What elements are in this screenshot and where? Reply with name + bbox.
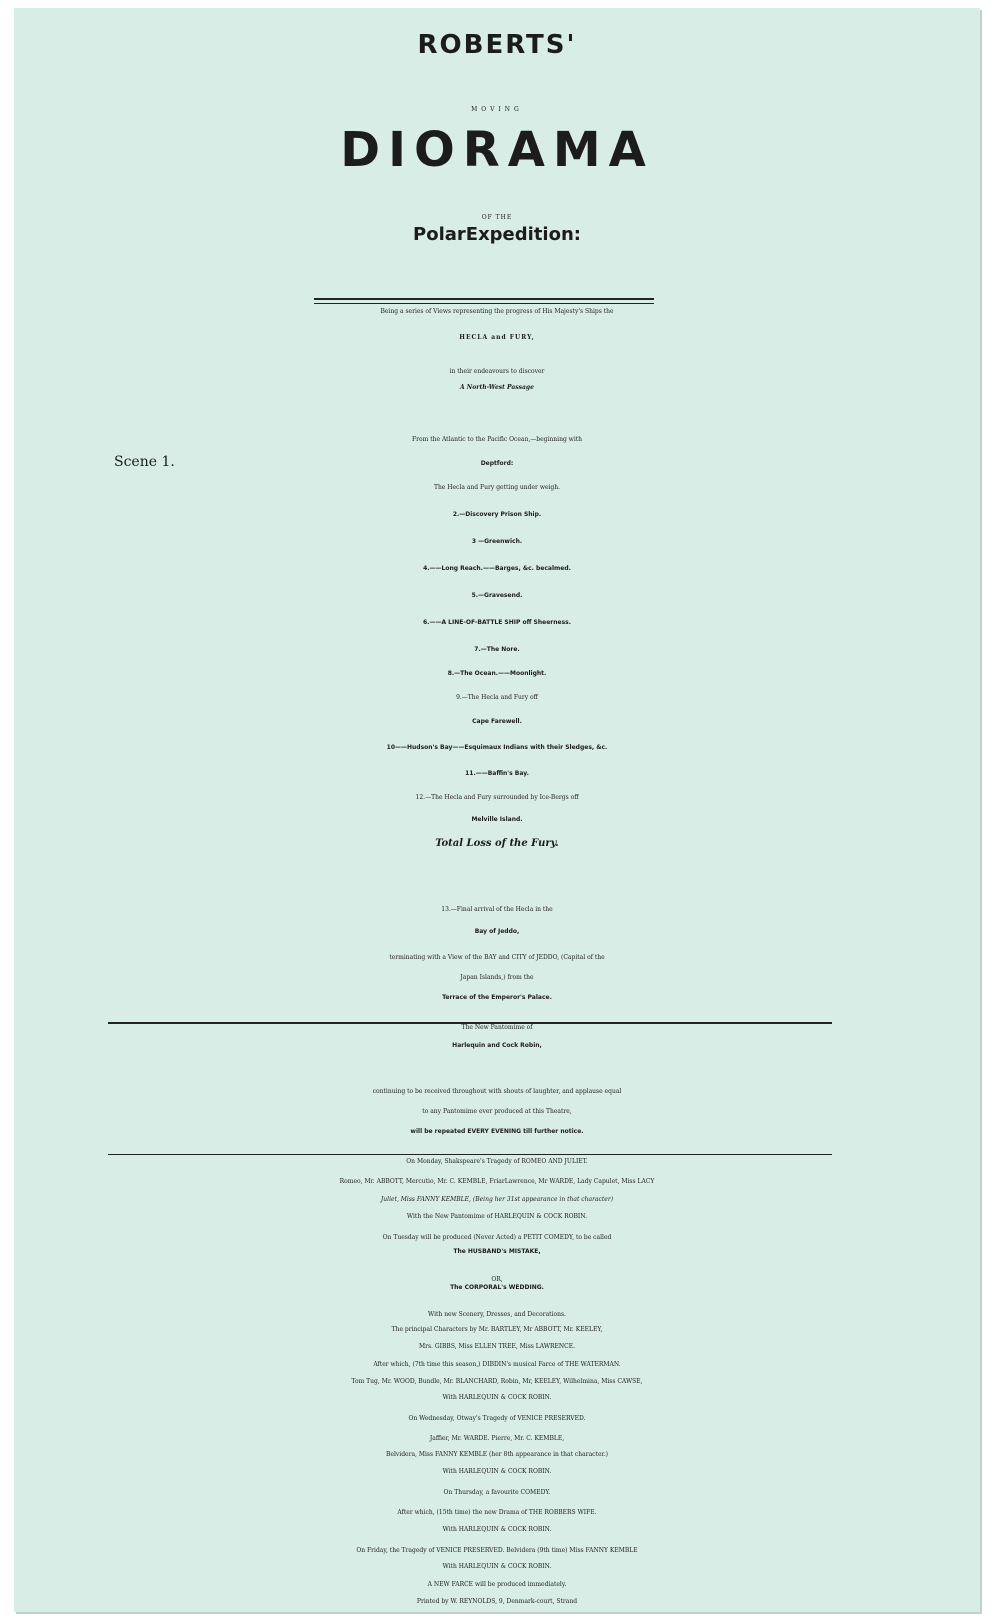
title-diorama: DIORAMA <box>340 122 654 178</box>
moving-label: MOVING <box>471 106 523 113</box>
scene-item: 5.—Gravesend. <box>471 592 523 599</box>
scene-item: 10——Hudson's Bay——Esquimaux Indians with their Sledges, &c. <box>386 744 608 751</box>
week-line: Romeo, Mr. ABBOTT, Mercutio, Mr. C. KEMBLE, FriarLawrence, Mr WARDE, Lady Capulet, Miss LACY <box>339 1178 655 1185</box>
week-line: Juliet, Miss FANNY KEMBLE, (Being her 31st appearance in that character) <box>380 1196 614 1203</box>
of-the-label: OF THE <box>481 214 513 221</box>
week-line: On Monday, Shakspeare's Tragedy of ROMEO AND JULIET. <box>406 1158 588 1165</box>
scene-item: Deptford: <box>480 460 514 467</box>
scene-item: 12.—The Hecla and Fury surrounded by Ice-Bergs off <box>415 794 579 801</box>
section-rule-2 <box>108 1154 832 1155</box>
week-line: On Thursday, a favourite COMEDY. <box>443 1489 551 1496</box>
finale-line: Japan Islands,) from the <box>460 974 534 981</box>
scene-item: 2.—Discovery Prison Ship. <box>452 511 542 518</box>
playbill-sheet <box>14 8 980 1612</box>
scene-item: 7.—The Nore. <box>474 646 520 653</box>
week-line: Tom Tug, Mr. WOOD, Bundle, Mr. BLANCHARD, Robin, Mr, KEELEY, Wilhelmina, Miss CAWSE, <box>351 1378 643 1385</box>
week-line: The principal Characters by Mr. BARTLEY, Mr ABBOTT, Mr. KEELEY, <box>391 1326 603 1333</box>
week-line: With HARLEQUIN & COCK ROBIN. <box>442 1468 552 1475</box>
scene-item: 8.—The Ocean.——Moonlight. <box>447 670 547 677</box>
scene-label: Scene 1. <box>114 454 175 470</box>
pantomime-repeat: will be repeated EVERY EVENING till further notice. <box>410 1128 584 1135</box>
week-line: Jaffier, Mr. WARDE. Pierre, Mr. C. KEMBLE, <box>429 1435 565 1442</box>
week-line: With the New Pantomime of HARLEQUIN & COCK ROBIN. <box>406 1213 588 1220</box>
pantomime-intro: The New Pantomime of <box>461 1024 533 1031</box>
title-polar-expedition: PolarExpedition: <box>413 224 581 245</box>
finale-line: 13.—Final arrival of the Hecla in the <box>441 906 553 913</box>
scene-item: 11.——Baffin's Bay. <box>465 770 529 777</box>
terrace-heading: Terrace of the Emperor's Palace. <box>442 994 552 1001</box>
week-line: After which, (15th time) the new Drama of THE ROBBERS WIFE. <box>397 1509 597 1516</box>
week-line: On Tuesday will be produced (Never Acted) a PETIT COMEDY, to be called <box>382 1234 612 1241</box>
week-line: Mrs. GIBBS, Miss ELLEN TREE, Miss LAWRENCE. <box>418 1343 576 1350</box>
week-line: After which, (7th time this season,) DIBDIN's musical Farce of THE WATERMAN. <box>373 1361 621 1368</box>
intro-line: Being a series of Views representing the progress of His Majesty's Ships the <box>380 308 614 315</box>
total-loss-heading: Total Loss of the Fury. <box>435 838 559 849</box>
pantomime-line: to any Pantomime ever produced at this Theatre, <box>422 1108 572 1115</box>
title-roberts: ROBERTS' <box>417 30 577 60</box>
pantomime-title: Harlequin and Cock Robin, <box>452 1042 542 1049</box>
north-west-passage: A North-West Passage <box>460 384 534 391</box>
week-line: A NEW FARCE will be produced immediately. <box>427 1581 567 1588</box>
week-line: With HARLEQUIN & COCK ROBIN. <box>442 1394 552 1401</box>
printer-imprint: Printed by W. REYNOLDS, 9, Denmark-court, Strand <box>416 1598 578 1605</box>
header-rule <box>314 298 654 300</box>
week-line: On Wednesday, Otway's Tragedy of VENICE PRESERVED. <box>408 1415 586 1422</box>
finale-line: terminating with a View of the BAY and CITY of JEDDO, (Capital of the <box>389 954 605 961</box>
scene-item: 6.——A LINE-OF-BATTLE SHIP off Sheerness. <box>422 619 572 626</box>
intro-line-2: in their endeavours to discover <box>449 368 545 375</box>
week-line: The CORPORAL's WEDDING. <box>450 1284 544 1291</box>
scene-item: Melville Island. <box>471 816 523 823</box>
pantomime-line: continuing to be received throughout with shouts of laughter, and applause equal <box>372 1088 622 1095</box>
week-line: OR, <box>491 1276 503 1283</box>
header-rule-thin <box>314 303 654 304</box>
scene-item: Cape Farewell. <box>472 718 522 725</box>
week-line: Belvidera, Miss FANNY KEMBLE (her 8th appearance in that character.) <box>386 1451 608 1458</box>
week-line: On Friday, the Tragedy of VENICE PRESERVED. Belvidera (9th time) Miss FANNY KEMBLE <box>356 1547 638 1554</box>
scene-item: 4.——Long Reach.——Barges, &c. becalmed. <box>423 565 571 572</box>
ships-name: HECLA and FURY, <box>459 334 535 341</box>
week-line: With HARLEQUIN & COCK ROBIN. <box>442 1526 552 1533</box>
week-line: The HUSBAND's MISTAKE, <box>453 1248 541 1255</box>
week-line: With HARLEQUIN & COCK ROBIN. <box>442 1563 552 1570</box>
from-line: From the Atlantic to the Pacific Ocean,—beginning with <box>411 436 583 443</box>
scene-item: 9.—The Hecla and Fury off <box>456 694 538 701</box>
scene-item: 3 —Greenwich. <box>471 538 523 545</box>
scene-item: The Hecla and Fury getting under weigh. <box>433 484 561 491</box>
week-line: With new Scenery, Dresses, and Decorations. <box>428 1311 566 1318</box>
bay-of-jeddo: Bay of Jeddo, <box>474 928 520 935</box>
